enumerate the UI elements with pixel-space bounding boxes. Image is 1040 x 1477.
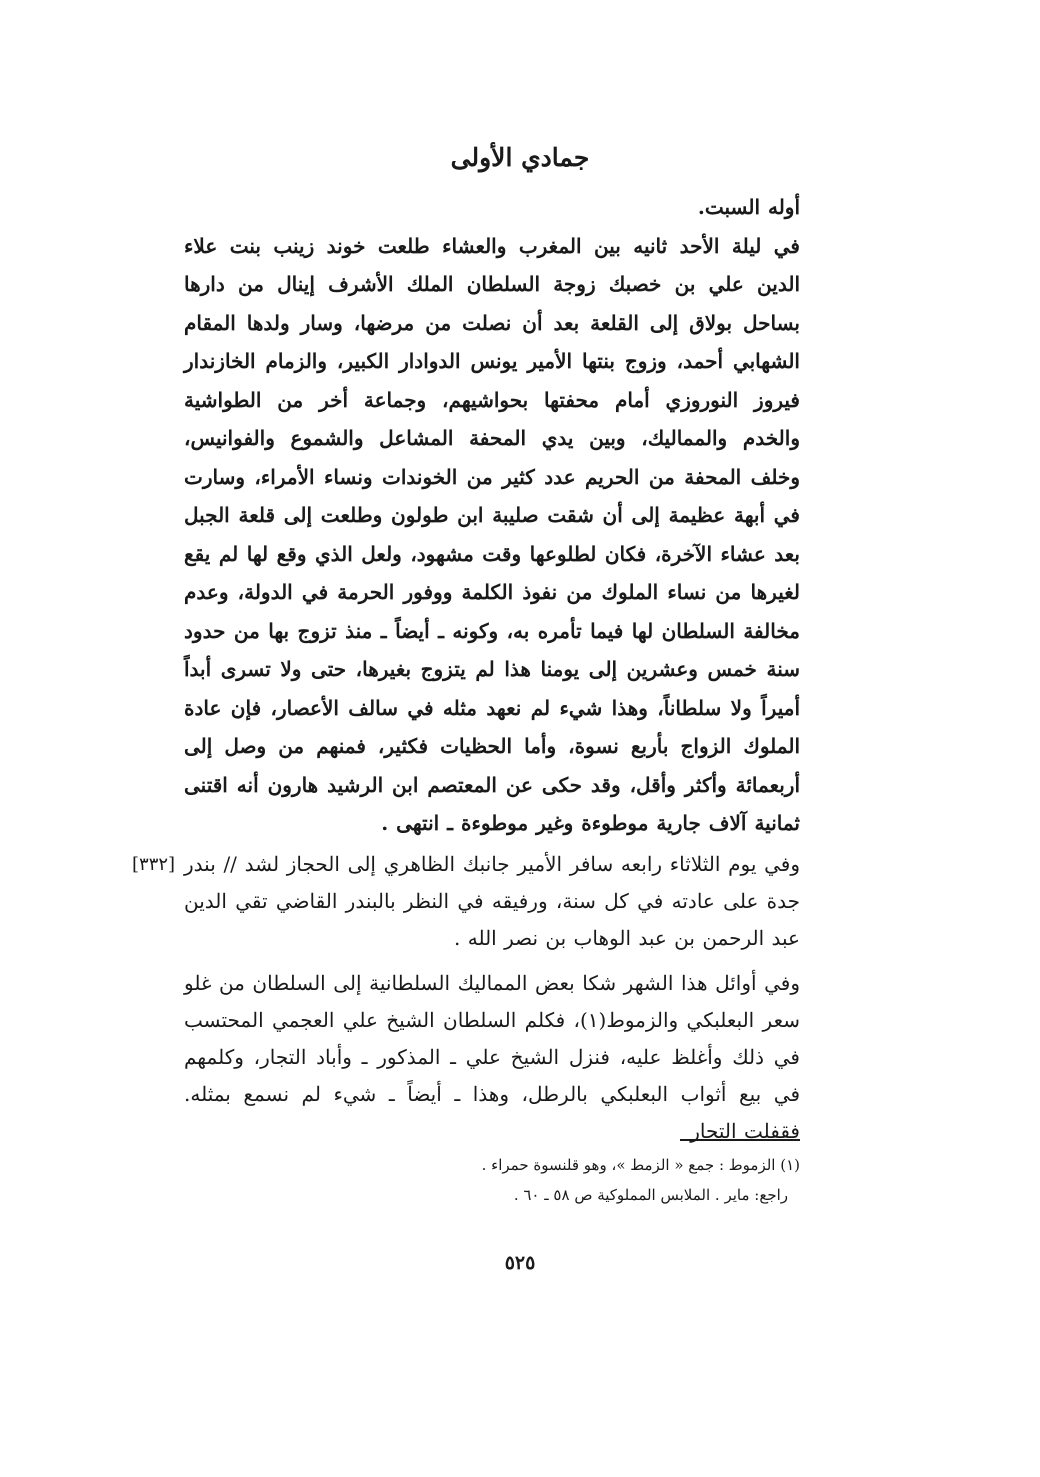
opening-line: أوله السبت. (697, 195, 800, 219)
third-text-block (184, 965, 800, 1150)
main-text-block (184, 188, 800, 843)
second-text-block (184, 846, 800, 957)
page-number: ٥٢٥ (504, 1252, 536, 1274)
footnote-separator (680, 1139, 800, 1141)
margin-page-marker: [٣٣٢] (132, 854, 176, 875)
paragraph-baalbaki: وفي أوائل هذا الشهر شكا بعض المماليك السلطانية إلى السلطان من غلو سعر البعلبكي والزموط(١)، فكلم السلطان الشيخ علي العجمي المحتسب في ذلك وأغلظ عليه، فنزل الشيخ علي ـ المذكور ـ وأباد التجار، وكلمهم في بيع أثواب البعلبكي بالرطل، وهذا ـ أيضاً ـ شيء لم نسمع بمثله. فقفلت التجار (184, 971, 800, 1143)
footnotes (300, 1150, 800, 1210)
footnote-1: (١) الزموط : جمع « الزمط »، وهو قلنسوة حمراء . (481, 1156, 800, 1174)
paragraph-khawand-zaynab: في ليلة الأحد ثانيه بين المغرب والعشاء طلعت خوند زينب بنت علاء الدين علي بن خصبك زوجة السلطان الملك الأشرف إينال من دارها بساحل بولاق إلى القلعة بعد أن نصلت من مرضها، وسار ولدها المقام الشهابي أحمد، وزوج بنتها الأمير يونس الدوادار الكبير، والزمام الخازندار فيروز النوروزي أمام محفتها بحواشيهم، وجماعة أخر من الطواشية والخدم والمماليك، وبين يدي المحفة المشاعل والشموع والفوانيس، وخلف المحفة من الحريم عدد كثير من الخوندات ونساء الأمراء، وسارت في أبهة عظيمة إلى أن شقت صليبة ابن طولون وطلعت إلى قلعة الجبل بعد عشاء الآخرة، فكان لطلوعها وقت مشهود، ولعل الذي وقع لها لم يقع لغيرها من نساء الملوك من نفوذ الكلمة ووفور الحرمة في الدولة، وعدم مخالفة السلطان لها فيما تأمره به، وكونه ـ أيضاً ـ منذ تزوج بها من حدود سنة خمس وعشرين إلى يومنا هذا لم يتزوج بغيرها، حتى ولا تسرى أبداً أميراً ولا سلطاناً، وهذا شيء لم نعهد مثله في سالف الأعصار، فإن عادة الملوك الزواج بأربع نسوة، وأما الحظيات فكثير، فمنهم من وصل إلى أربعمائة وأكثر وأقل، وقد حكى عن المعتصم ابن الرشيد هارون أنه اقتنى ثمانية آلاف جارية موطوءة وغير موطوءة ـ انتهى . (184, 233, 800, 835)
footnote-reference: راجع: ماير . الملابس المملوكية ص ٥٨ ـ ٦٠ . (513, 1186, 788, 1204)
paragraph-janibak: وفي يوم الثلاثاء رابعه سافر الأمير جانبك الظاهري إلى الحجاز لشد // بندر جدة على عادته في كل سنة، ورفيقه في النظر بالبندر القاضي تقي الدين عبد الرحمن بن عبد الوهاب بن نصر الله . (184, 852, 800, 950)
chapter-heading: جمادي الأولى (450, 143, 590, 172)
